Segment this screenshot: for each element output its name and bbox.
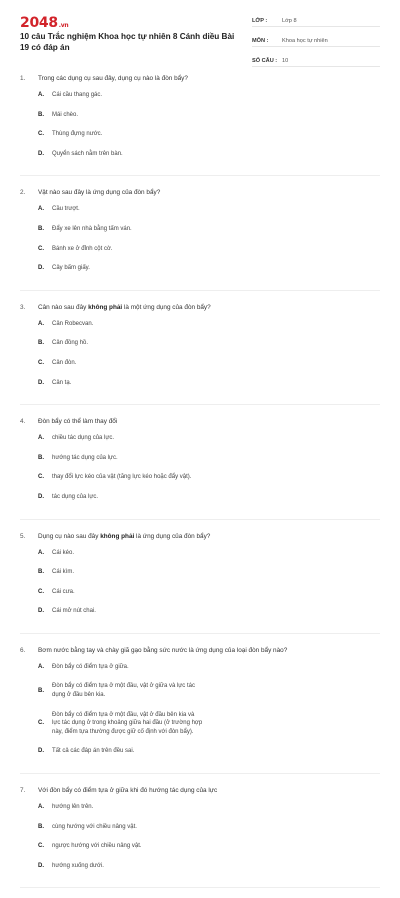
question-text-part: là một ứng dụng của đòn bẩy? [122, 303, 211, 311]
answer-option[interactable] [38, 91, 210, 100]
option-letter: C. [38, 720, 44, 727]
question-body [38, 74, 188, 83]
meta-label: MÔN : [252, 38, 269, 44]
site-logo[interactable] [20, 15, 68, 31]
question-number: 5. [20, 532, 26, 540]
meta-label: LỚP : [252, 18, 268, 24]
option-text: Quyển sách nằm trên bàn. [52, 150, 123, 157]
option-text: Tất cả các đáp án trên đều sai. [52, 748, 135, 755]
answer-option[interactable] [38, 568, 210, 577]
question-body [38, 532, 210, 541]
question-text [20, 301, 380, 312]
answer-option[interactable] [38, 434, 210, 443]
question-item [20, 644, 380, 774]
option-text: Cân đồng hồ. [52, 340, 89, 347]
answer-option[interactable] [38, 225, 210, 234]
document-title: 10 câu Trắc nghiệm Khoa học tự nhiên 8 Cánh diều Bài 19 có đáp án [20, 32, 235, 52]
answer-option[interactable] [38, 473, 210, 482]
option-text: Thùng đựng nước. [52, 131, 103, 138]
meta-row-count [252, 52, 380, 67]
option-text: Cây bấm giấy. [52, 265, 90, 272]
meta-label: SỐ CÂU : [252, 58, 278, 64]
option-letter: A. [38, 206, 44, 213]
answer-option[interactable] [38, 682, 210, 699]
question-text [20, 72, 380, 83]
answer-option[interactable] [38, 842, 210, 851]
option-letter: B. [38, 569, 44, 576]
question-number: 6. [20, 646, 26, 654]
question-number: 2. [20, 189, 26, 197]
meta-row-grade [252, 12, 380, 27]
option-text: Cái mở nút chai. [52, 608, 96, 615]
question-text-part: Đòn bẩy có thể làm thay đổi [38, 418, 118, 426]
option-letter: C. [38, 474, 44, 481]
option-text: Đòn bẩy có điểm tựa ở giữa. [52, 663, 129, 670]
meta-info [252, 12, 380, 72]
option-letter: C. [38, 843, 44, 850]
question-text-part: Vật nào sau đây là ứng dụng của đòn bẩy? [38, 189, 161, 197]
answer-option[interactable] [38, 663, 210, 672]
meta-row-subject [252, 32, 380, 47]
option-letter: D. [38, 150, 44, 157]
answer-options [20, 320, 380, 398]
option-letter: C. [38, 359, 44, 366]
logo-domain: .vn [58, 22, 69, 29]
option-text: Cân tạ. [52, 379, 72, 386]
meta-value: Khoa học tự nhiên [282, 38, 328, 44]
question-body [38, 417, 117, 426]
answer-option[interactable] [38, 320, 210, 329]
option-letter: A. [38, 804, 44, 811]
option-text: Mái chèo. [52, 111, 79, 118]
question-text [20, 644, 380, 655]
question-text [20, 530, 380, 541]
option-letter: B. [38, 225, 44, 232]
question-text-part: Trong các dụng cụ sau đây, dụng cụ nào là đòn bẩy? [38, 75, 188, 82]
answer-option[interactable] [38, 747, 210, 756]
question-item [20, 301, 380, 405]
answer-option[interactable] [38, 205, 210, 214]
answer-option[interactable] [38, 339, 210, 348]
option-text: Cái cưa. [52, 588, 75, 595]
answer-options [20, 91, 380, 169]
option-text: Cầu trượt. [52, 206, 80, 213]
option-letter: A. [38, 320, 44, 327]
option-text: Đòn bẩy có điểm tựa ở một đầu, vật ở đầu bên kia và lực tác dụng ở trong khoảng giữa hai đầu (ở trường hợp này, điểm tựa thường được giữ cố định với đòn bẩy). [52, 711, 203, 735]
answer-options [20, 803, 380, 881]
question-number: 7. [20, 787, 26, 795]
option-text: Bánh xe ở đỉnh cột cờ. [52, 245, 113, 252]
question-item [20, 784, 380, 888]
option-letter: B. [38, 340, 44, 347]
answer-option[interactable] [38, 150, 210, 159]
question-text-part: Cân nào sau đây [38, 303, 89, 311]
option-text: cùng hướng với chiều nâng vật. [52, 823, 137, 830]
option-text: Cân Robecvan. [52, 320, 94, 327]
answer-option[interactable] [38, 130, 210, 139]
answer-options [20, 549, 380, 627]
answer-option[interactable] [38, 264, 210, 273]
option-letter: C. [38, 131, 44, 138]
option-text: tác dụng của lực. [52, 493, 99, 500]
question-body [38, 646, 287, 655]
option-letter: A. [38, 663, 44, 670]
question-item [20, 186, 380, 290]
answer-option[interactable] [38, 493, 210, 502]
option-text: hướng tác dụng của lực. [52, 454, 118, 461]
answer-options [20, 205, 380, 283]
option-text: Cái cầu thang gác. [52, 92, 103, 98]
answer-options [20, 663, 380, 767]
option-letter: B. [38, 454, 44, 461]
option-letter: D. [38, 748, 44, 755]
option-letter: B. [38, 823, 44, 830]
question-number: 4. [20, 418, 26, 426]
question-text [20, 784, 380, 795]
answer-option[interactable] [38, 862, 210, 871]
option-text: chiều tác dụng của lực. [52, 435, 115, 442]
option-letter: A. [38, 435, 44, 442]
question-text-part: Dụng cụ nào sau đây [38, 532, 101, 540]
question-item [20, 72, 380, 176]
option-text: hướng xuống dưới. [52, 862, 104, 869]
question-emphasis: không phải [88, 303, 123, 311]
answer-option[interactable] [38, 588, 210, 597]
option-text: Đòn bẩy có điểm tựa ở một đầu, vật ở giữa và lực tác dụng ở đầu bên kia. [52, 683, 195, 699]
answer-option[interactable] [38, 245, 210, 254]
option-letter: D. [38, 265, 44, 272]
option-letter: D. [38, 493, 44, 500]
answer-option[interactable] [38, 607, 210, 616]
answer-option[interactable] [38, 111, 210, 120]
question-body [38, 303, 211, 312]
option-letter: A. [38, 549, 44, 556]
answer-option[interactable] [38, 549, 210, 558]
option-text: hướng lên trên. [52, 804, 94, 811]
meta-value: Lớp 8 [282, 18, 297, 24]
question-text [20, 415, 380, 426]
question-number: 1. [20, 75, 26, 82]
question-emphasis: không phải [100, 532, 135, 540]
answer-option[interactable] [38, 379, 210, 388]
option-letter: A. [38, 92, 44, 98]
question-text-part: Với đòn bẩy có điểm tựa ở giữa khi đó hướng tác dụng của lực [38, 787, 218, 795]
question-item [20, 415, 380, 519]
meta-value: 10 [282, 58, 289, 64]
option-text: Cái kéo. [52, 549, 75, 556]
option-letter: B. [38, 111, 44, 118]
question-body [38, 786, 217, 795]
answer-option[interactable] [38, 359, 210, 368]
option-letter: D. [38, 862, 44, 869]
option-text: Đẩy xe lên nhà bằng tấm ván. [52, 225, 132, 232]
option-text: Cân đòn. [52, 359, 77, 366]
option-letter: C. [38, 588, 44, 595]
worksheet-header [0, 0, 400, 66]
question-body [38, 188, 160, 197]
question-text-part: Bơm nước bằng tay và chày giã gạo bằng sức nước là ứng dụng của loại đòn bẩy nào? [38, 646, 288, 654]
question-list [0, 72, 400, 898]
answer-option[interactable] [38, 711, 210, 737]
answer-options [20, 434, 380, 512]
option-letter: D. [38, 608, 44, 615]
question-text-part: là ứng dụng của đòn bẩy? [134, 532, 211, 540]
question-number: 3. [20, 303, 26, 311]
question-text [20, 186, 380, 197]
option-letter: C. [38, 245, 44, 252]
answer-option[interactable] [38, 454, 210, 463]
question-item [20, 530, 380, 634]
option-letter: B. [38, 687, 44, 694]
logo-text: 2048 [20, 15, 58, 31]
option-text: thay đổi lực kéo của vật (tăng lực kéo hoặc đẩy vật). [52, 474, 192, 481]
option-text: ngược hướng với chiều nâng vật. [52, 843, 142, 850]
answer-option[interactable] [38, 803, 210, 812]
answer-option[interactable] [38, 823, 210, 832]
option-letter: D. [38, 379, 44, 386]
option-text: Cái kìm. [52, 569, 75, 576]
